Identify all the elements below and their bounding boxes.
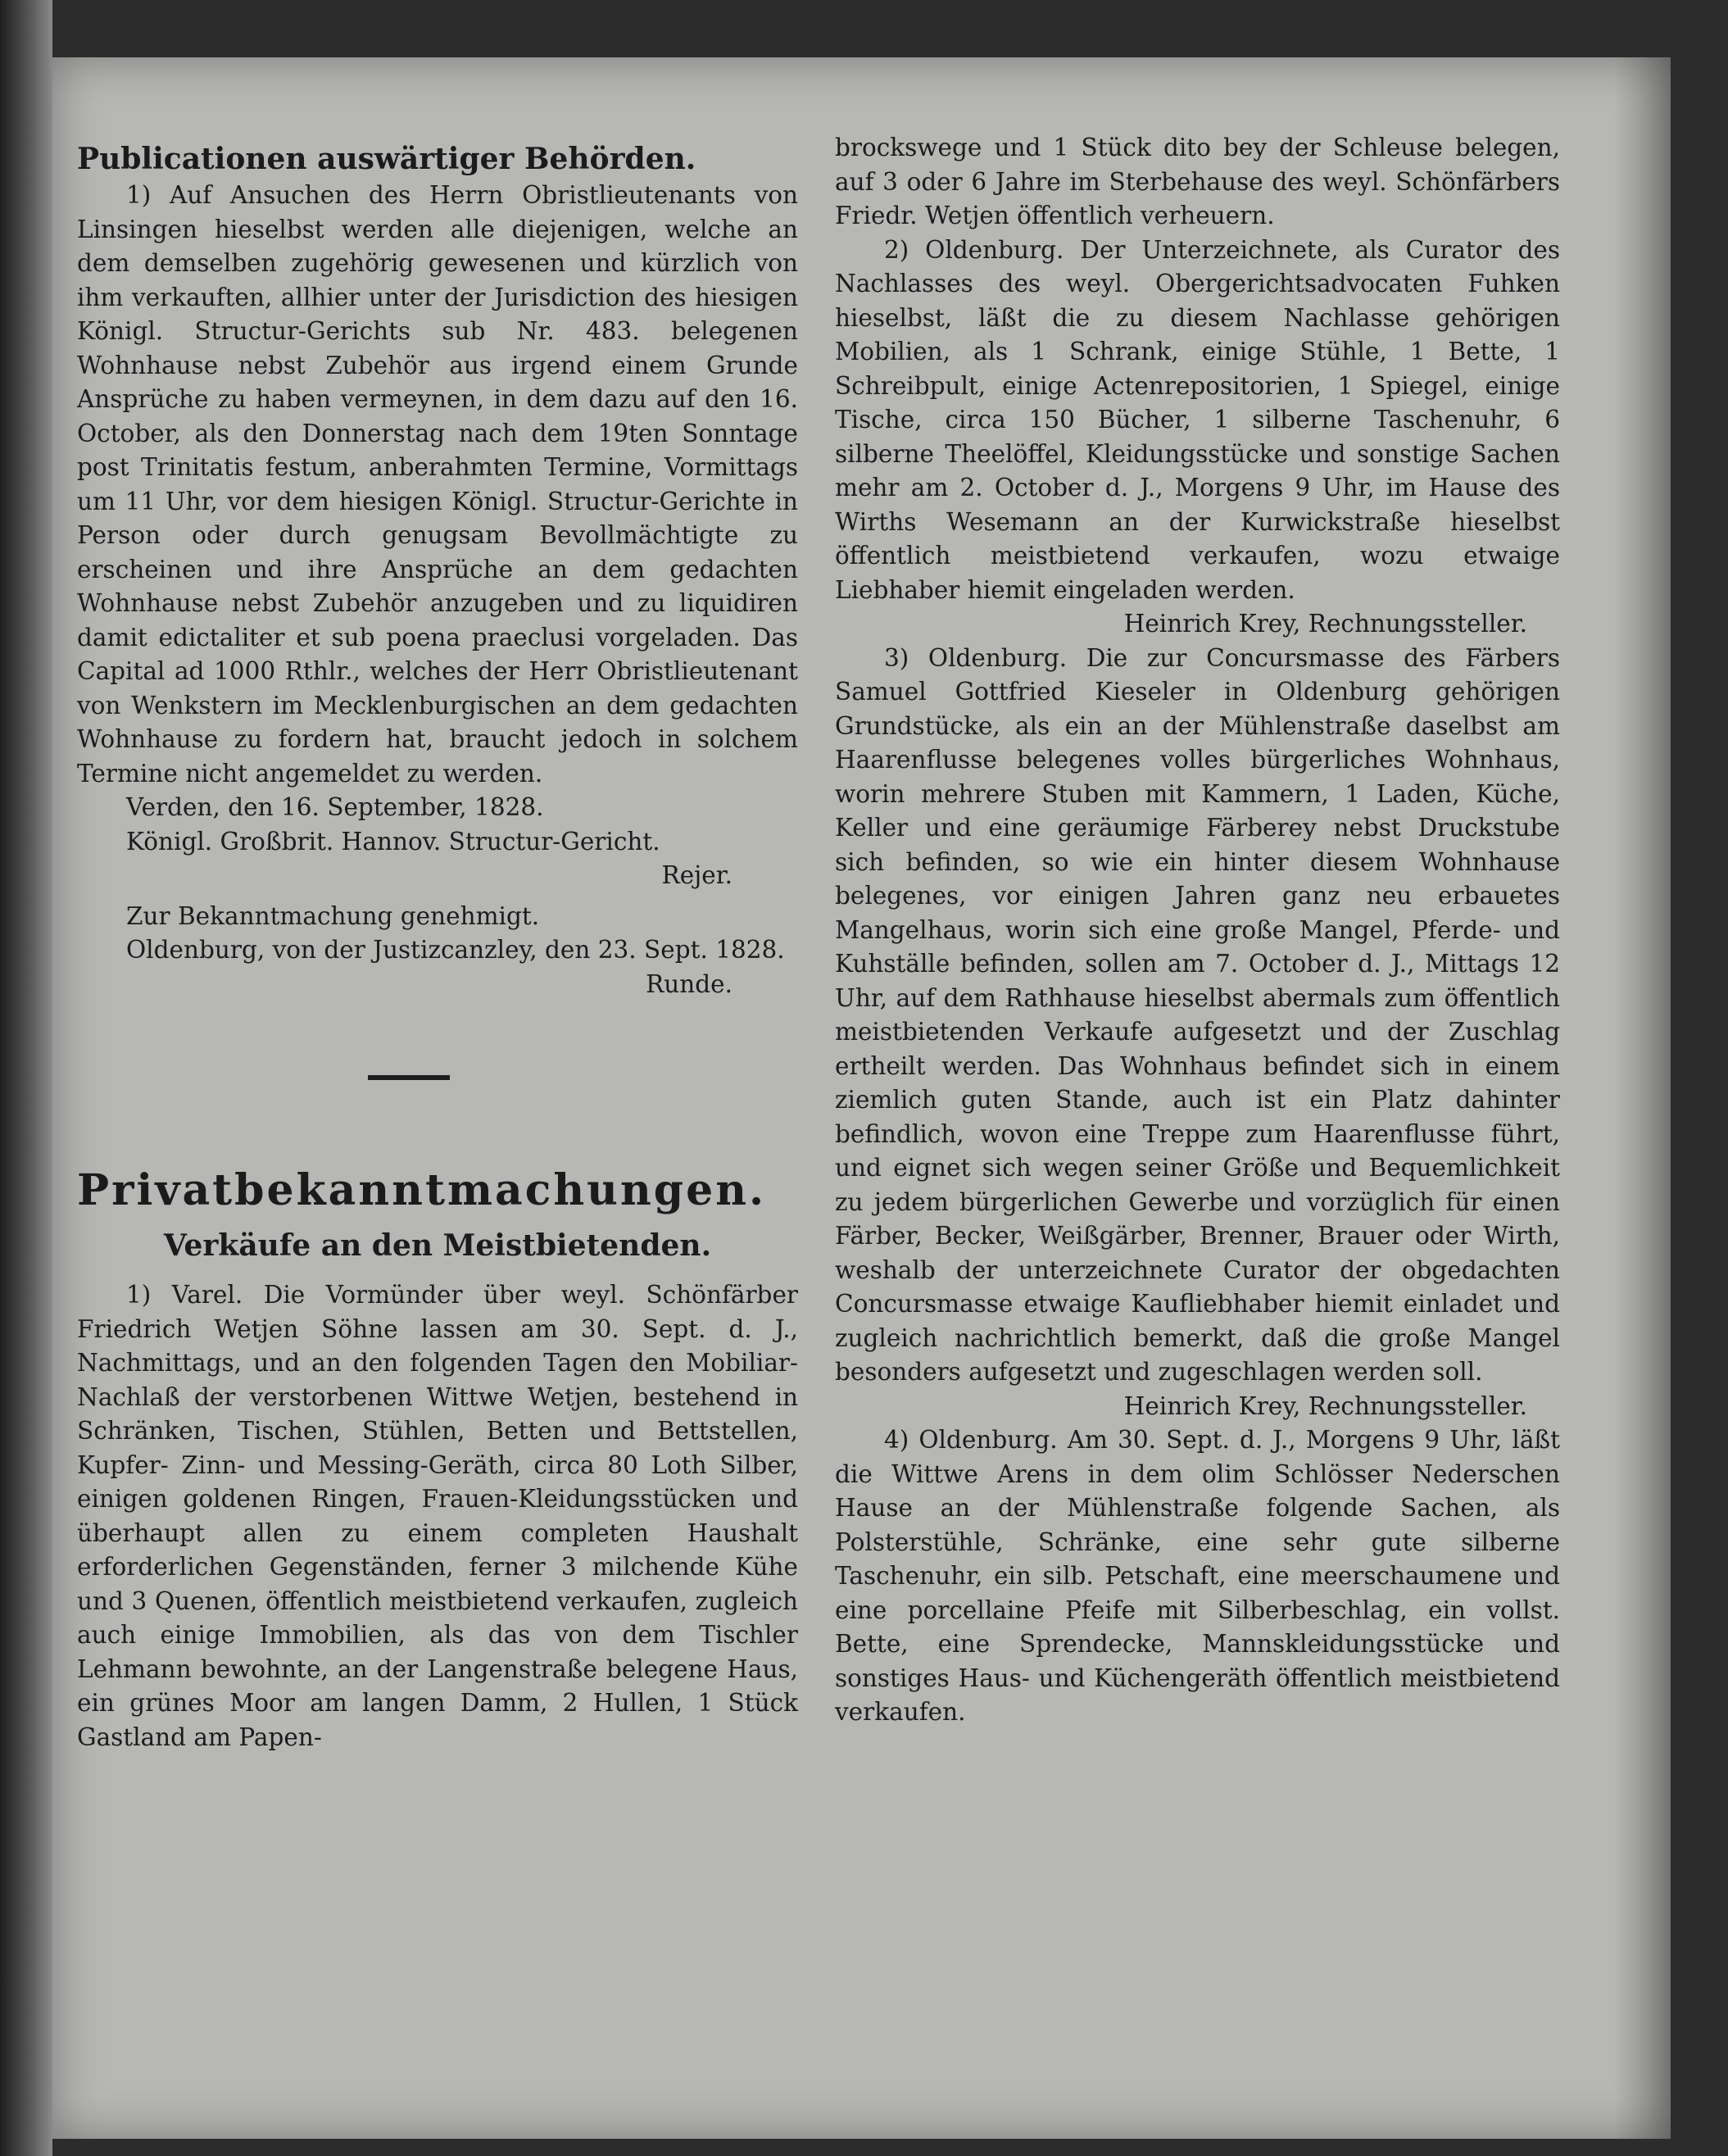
section-title: Privatbekanntmachungen. xyxy=(77,1165,767,1215)
notice-2-body: 2) Oldenburg. Der Unterzeichnete, als Curator des Nachlasses des weyl. Obergerichtsadvocaten Fuhken hieselbst, läßt die zu diesem Nachlasse gehörigen Mobilien, als 1 Schrank, einige Stühle, 1 Bette, 1 Schreibpult, einige Actenrepositorien, 1 Spiegel, einige Tische, circa 150 Bücher, 1 silberne Taschenuhr, 6 silberne Theelöffel, Kleidungsstücke und sonstige Sachen mehr am 2. October d. J., Morgens 9 Uhr, im Hause des Wirths Wesemann an der Kurwickstraße hieselbst öffentlich meistbietend verkaufen, wozu etwaige Liebhaber hiemit eingeladen werden. xyxy=(835,235,1560,604)
approval-line: Zur Bekanntmachung genehmigt. xyxy=(126,901,540,930)
notice-varel-continuation: brockswege und 1 Stück dito bey der Schleuse belegen, auf 3 oder 6 Jahre im Sterbehause des weyl. Schönfärbers Friedr. Wetjen öffentlich verheuern. xyxy=(835,134,1560,229)
notice-2-signature: Heinrich Krey, Rechnungssteller. xyxy=(1123,610,1527,638)
left-column xyxy=(77,139,798,1754)
notice-4-body: 4) Oldenburg. Am 30. Sept. d. J., Morgens 9 Uhr, läßt die Wittwe Arens in dem olim Schlösser Nederschen Hause an der Mühlenstraße folgende Sachen, als Polsterstühle, Schränke, eine sehr gute silberne Taschenuhr, ein silb. Petschaft, eine meerschaumene und eine porcellaine Pfeife mit Silberbeschlag, ein vollst. Bette, eine Sprendecke, Mannskleidungsstücke und sonstiges Haus- und Küchengeräth öffentlich meistbietend verkaufen. xyxy=(835,1426,1560,1726)
book-spine xyxy=(0,0,52,2156)
notice-1-authority: Königl. Großbrit. Hannov. Structur-Gericht. xyxy=(126,827,660,856)
newspaper-page xyxy=(52,57,1671,2139)
notice-1-body: 1) Auf Ansuchen des Herrn Obristlieutenants von Linsingen hieselbst werden alle diejenigen, welche an dem demselben zugehörig gewesenen und kürzlich von ihm verkauften, allhier unter der Jurisdiction des hiesigen Königl. Structur-Gerichts sub Nr. 483. belegenen Wohnhause nebst Zubehör aus irgend einem Grunde Ansprüche zu haben vermeynen, in dem dazu auf den 16. October, als den Donnerstag nach dem 19ten Sonntage post Trinitatis festum, anberahmten Termine, Vormittags um 11 Uhr, vor dem hiesigen Königl. Structur-Gerichte in Person oder durch genugsam Bevollmächtigte zu erscheinen und ihre Ansprüche an dem gedachten Wohnhause nebst Zubehör anzugeben und zu liquidiren damit edictaliter et sub poena praeclusi vorgeladen. Das Capital ad 1000 Rthlr., welches der Herr Obristlieutenant von Wenkstern im Mecklenburgischen an dem gedachten Wohnhause zu fordern hat, braucht jedoch in solchem Termine nicht angemeldet zu werden. xyxy=(77,181,798,788)
section-divider xyxy=(368,1075,450,1080)
right-column xyxy=(835,131,1560,1730)
page-edge-shadow xyxy=(1613,57,1671,2139)
approval-place-date: Oldenburg, von der Justizcanzley, den 23. Sept. 1828. xyxy=(126,936,785,964)
notice-1-signature: Rejer. xyxy=(661,861,732,889)
notice-varel-body: 1) Varel. Die Vormünder über weyl. Schönfärber Friedrich Wetjen Söhne lassen am 30. Sept. d. J., Nachmittags, und an den folgenden Tagen den Mobiliar-Nachlaß der verstorbenen Wittwe Wetjen, bestehend in Schränken, Tischen, Stühlen, Betten und Bettstellen, Kupfer- Zinn- und Messing-Geräth, circa 80 Loth Silber, einigen goldenen Ringen, Frauen-Kleidungsstücken und überhaupt allen zu einem completen Haushalt erforderlichen Gegenständen, ferner 3 milchende Kühe und 3 Quenen, öffentlich meistbietend verkaufen, zugleich auch einige Immobilien, als das von dem Tischler Lehmann bewohnte, an der Langenstraße belegene Haus, ein grünes Moor am langen Damm, 2 Hullen, 1 Stück Gastland am Papen- xyxy=(77,1281,798,1751)
notice-1-place-date: Verden, den 16. September, 1828. xyxy=(126,793,544,821)
heading-external-authorities: Publicationen auswärtiger Behörden. xyxy=(77,142,696,176)
section-subtitle: Verkäufe an den Meistbietenden. xyxy=(163,1228,712,1263)
notice-3-body: 3) Oldenburg. Die zur Concursmasse des Färbers Samuel Gottfried Kieseler in Oldenburg gehörigen Grundstücke, als ein an der Mühlenstraße daselbst am Haarenflusse belegenes volles bürgerliches Wohnhaus, worin mehrere Stuben mit Kammern, 1 Laden, Küche, Keller und eine geräumige Färberey nebst Druckstube sich befinden, so wie ein hinter diesem Wohnhause belegenes, vor einigen Jahren ganz neu erbauetes Mangelhaus, worin sich eine große Mangel, Pferde- und Kuhställe befinden, sollen am 7. October d. J., Mittags 12 Uhr, auf dem Rathhause hieselbst abermals zum öffentlich meistbietenden Verkaufe aufgesetzt und der Zuschlag ertheilt werden. Das Wohnhaus befindet sich in einem ziemlich guten Stande, auch ist ein Platz dahinter befindlich, wovon eine Treppe zum Haarenflusse führt, und eignet sich wegen seiner Größe und Bequemlichkeit zu jedem bürgerlichen Gewerbe und vorzüglich für einen Färber, Becker, Weißgärber, Brenner, Brauer oder Wirth, weshalb der unterzeichnete Curator der obgedachten Concursmasse etwaige Kaufliebhaber hiemit einladet und zugleich nachrichtlich bemerkt, daß die große Mangel besonders aufgesetzt und zugeschlagen werden soll. xyxy=(835,643,1560,1386)
approval-signature: Runde. xyxy=(646,969,732,998)
notice-3-signature: Heinrich Krey, Rechnungssteller. xyxy=(1123,1391,1527,1420)
